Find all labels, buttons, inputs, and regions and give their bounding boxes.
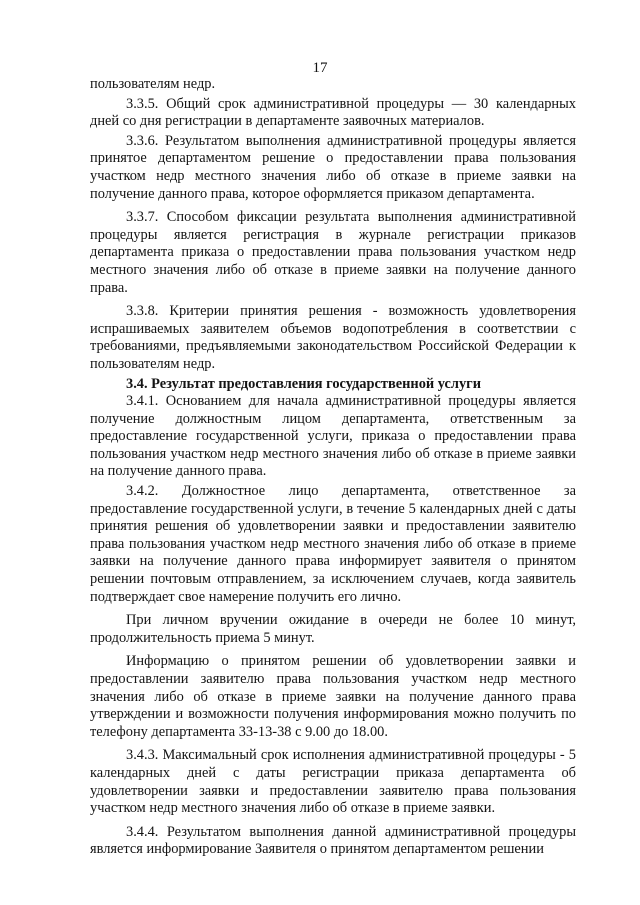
paragraph-3-4-1: 3.4.1. Основанием для начала административной процедуры является получение должностным лицом департамента, ответственным за предоставление государственной услуги, приказа о предоставлении права пользования участком недр местного значения либо об отказе в приеме заявки на получение данного права. bbox=[90, 393, 576, 480]
paragraph-personal-delivery: При личном вручении ожидание в очереди не более 10 минут, продолжительность приема 5 минут. bbox=[90, 612, 576, 646]
paragraph-3-3-8: 3.3.8. Критерии принятия решения - возможность удовлетворения испрашиваемых заявителем объемов водопотребления в соответствии с требованиями, предъявляемыми законодательством Российской Федерации к пользователям недр. bbox=[90, 303, 576, 372]
document-body bbox=[90, 76, 576, 861]
paragraph-information: Информацию о принятом решении об удовлетворении заявки и предоставлении заявителю права пользования участком недр местного значения либо об отказе в приеме заявки на получение данного права утверждении и возможности получения информирования можно получить по телефону департамента 33-13-38 с 9.00 до 18.00. bbox=[90, 653, 576, 740]
section-heading-3-4: 3.4. Результат предоставления государственной услуги bbox=[126, 375, 482, 392]
paragraph-3-3-6: 3.3.6. Результатом выполнения административной процедуры является принятое департаментом решение о предоставлении права пользования участком недр местного значения либо об отказе в приеме заявки на получение данного права, которое оформляется приказом департамента. bbox=[90, 132, 576, 202]
paragraph-3-4-2: 3.4.2. Должностное лицо департамента, ответственное за предоставление государственной услуги, в течение 5 календарных дней с даты принятия решения об удовлетворении заявки и предоставлении заявителю права пользования участком недр местного значения либо об отказе в приеме заявки на получение данного права информирует заявителя о принятом решении почтовым отправлением, за исключением случаев, когда заявитель подтверждает свое намерение получить его лично. bbox=[90, 483, 576, 605]
page-number: 17 bbox=[312, 60, 328, 76]
paragraph-3-3-7: 3.3.7. Способом фиксации результата выполнения административной процедуры является регистрация в журнале регистрации приказов департамента приказа о предоставлении права пользования участком недр местного значения либо об отказе в приеме заявки на получение данного права. bbox=[90, 209, 576, 296]
paragraph-continuation: пользователям недр. bbox=[90, 76, 216, 92]
paragraph-3-4-4: 3.4.4. Результатом выполнения данной административной процедуры является информирование Заявителя о принятом департаментом решении bbox=[90, 823, 576, 858]
paragraph-3-4-3: 3.4.3. Максимальный срок исполнения административной процедуры - 5 календарных дней с даты регистрации приказа департамента об удовлетворении заявки и предоставлении заявителю права пользования участком недр местного значения либо об отказе в приеме заявки. bbox=[90, 747, 576, 817]
paragraph-3-3-5: 3.3.5. Общий срок административной процедуры — 30 календарных дней со дня регистрации в департаменте заявочных материалов. bbox=[90, 95, 576, 130]
